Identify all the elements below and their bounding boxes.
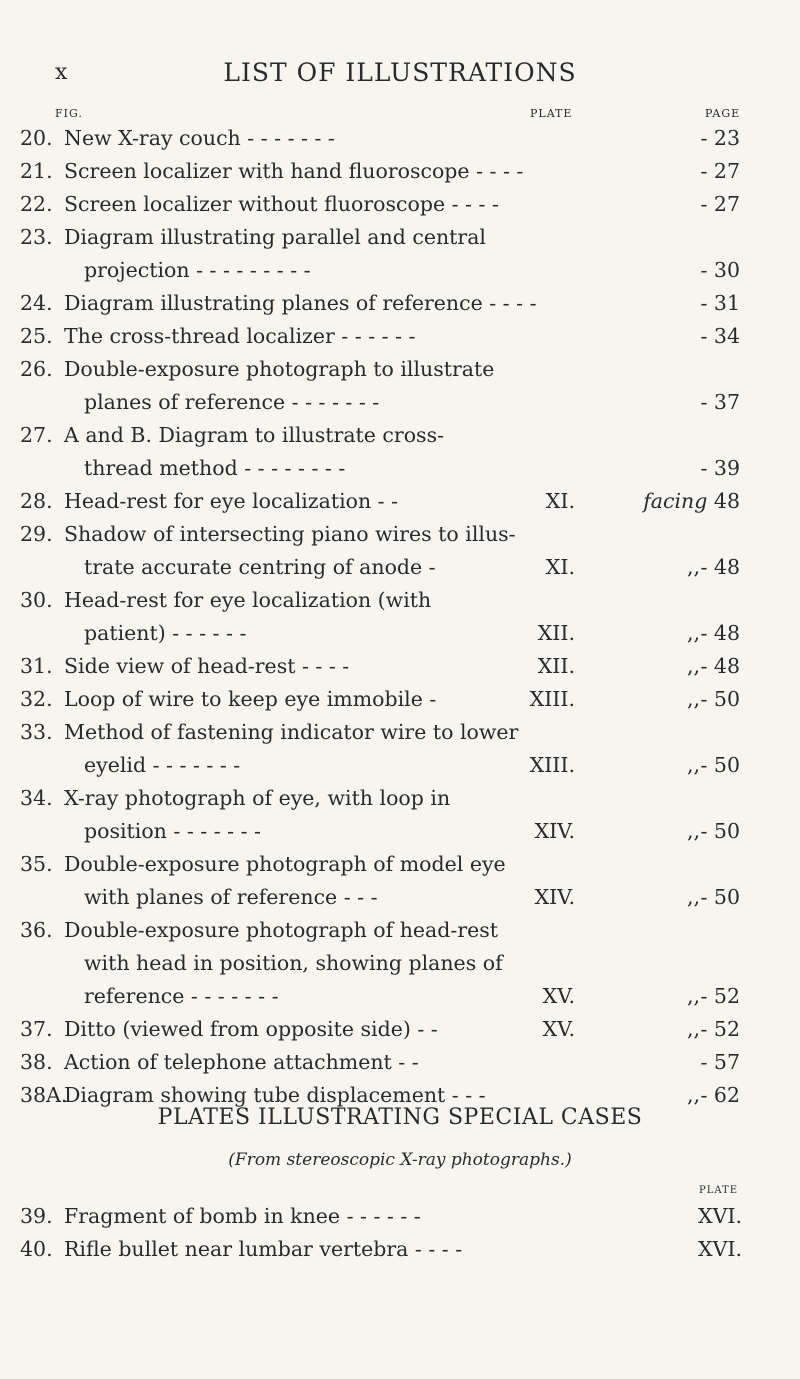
figure-caption [64, 287, 537, 320]
plate-number: XIV. [534, 819, 575, 843]
page-number: - 52 [700, 984, 740, 1008]
figure-number: 24. [20, 291, 53, 315]
caption-line: Diagram illustrating planes of reference - - - - [64, 291, 537, 315]
illustration-entry [0, 188, 800, 221]
figure-number: 36. [20, 918, 53, 942]
figure-number: 27. [20, 423, 53, 447]
column-head-fig: FIG. [55, 107, 83, 120]
caption-line: Double-exposure photograph of head-rest [64, 918, 499, 942]
page-value: 57 [713, 1050, 740, 1074]
caption-line: trate accurate centring of anode - [84, 555, 436, 579]
caption-line: Diagram showing tube displacement - - - [64, 1083, 486, 1107]
page-value: 48 [713, 555, 740, 579]
column-head-page: PAGE [705, 107, 741, 120]
caption-line: position - - - - - - - [84, 819, 261, 843]
page-value: 48 [713, 489, 740, 513]
page-number: - 48 [700, 654, 740, 678]
ditto-mark: ,, [686, 1083, 700, 1107]
caption-line: Action of telephone attachment - - [64, 1050, 419, 1074]
page-value: 48 [713, 621, 740, 645]
illustrations-list [0, 122, 800, 1112]
figure-caption [64, 716, 519, 782]
caption-line: Side view of head-rest - - - - [64, 654, 350, 678]
caption-line: with head in position, showing planes of [84, 951, 503, 975]
caption-line: Head-rest for eye localization (with [64, 588, 432, 612]
ditto-mark: ,, [686, 984, 700, 1008]
ditto-mark: ,, [686, 621, 700, 645]
figure-number: 31. [20, 654, 53, 678]
figure-caption [64, 485, 509, 518]
figure-number: 22. [20, 192, 53, 216]
page-value: 48 [713, 654, 740, 678]
special-cases-subtitle: (From stereoscopic X-ray photographs.) [228, 1150, 572, 1170]
figure-caption [64, 584, 509, 650]
caption-line: planes of reference - - - - - - - [84, 390, 380, 414]
page-header [0, 58, 800, 92]
page-value: 34 [713, 324, 740, 348]
caption-line: X-ray photograph of eye, with loop in [64, 786, 451, 810]
figure-caption [64, 848, 509, 914]
facing-label: facing [643, 489, 708, 513]
figure-caption [64, 1013, 509, 1046]
illustration-entry [0, 683, 800, 716]
caption-line: eyelid - - - - - - - [84, 753, 241, 777]
plate-number: XII. [537, 621, 575, 645]
illustration-entry [0, 848, 800, 914]
plate-number: XV. [542, 1017, 575, 1041]
page-number [643, 485, 740, 518]
figure-caption [64, 1046, 509, 1079]
plate-number: XI. [545, 489, 575, 513]
page-value: 23 [713, 126, 740, 150]
caption-line: The cross-thread localizer - - - - - - [64, 324, 416, 348]
page-number: - 37 [700, 390, 740, 414]
illustration-entry [0, 485, 800, 518]
caption-line: New X-ray couch - - - - - - - [64, 126, 335, 150]
caption-line: Head-rest for eye localization - - [64, 489, 399, 513]
page-value: 52 [713, 1017, 740, 1041]
ditto-mark: ,, [686, 819, 700, 843]
special-cases-list [0, 1200, 800, 1266]
page-number: - 39 [700, 456, 740, 480]
illustration-entry [0, 122, 800, 155]
figure-caption [64, 188, 509, 221]
page-number: - 48 [700, 621, 740, 645]
page-value: 50 [713, 885, 740, 909]
figure-caption [64, 221, 509, 287]
caption-line: Double-exposure photograph of model eye [64, 852, 506, 876]
caption-line: Screen localizer without fluoroscope - - - - [64, 192, 499, 216]
figure-caption [64, 320, 509, 353]
page-value: 62 [713, 1083, 740, 1107]
page-number: - 50 [700, 687, 740, 711]
figure-caption [64, 353, 509, 419]
figure-number: 33. [20, 720, 53, 744]
figure-caption [64, 122, 509, 155]
illustration-entry [0, 353, 800, 419]
illustration-entry [0, 221, 800, 287]
figure-number: 38. [20, 1050, 53, 1074]
page-value: 31 [713, 291, 740, 315]
illustration-entry [0, 782, 800, 848]
figure-caption [64, 914, 509, 1013]
page-number: - 57 [700, 1050, 740, 1074]
page-value: 50 [713, 753, 740, 777]
ditto-mark: ,, [686, 654, 700, 678]
page-value: 27 [713, 159, 740, 183]
figure-caption [64, 650, 509, 683]
illustration-entry [0, 518, 800, 584]
page-number: - 31 [700, 291, 740, 315]
figure-caption [64, 782, 509, 848]
ditto-mark: ,, [686, 753, 700, 777]
plate-number: XVI. [697, 1204, 742, 1228]
page-value: 50 [713, 687, 740, 711]
special-case-entry [0, 1200, 800, 1233]
page-value: 39 [713, 456, 740, 480]
illustration-entry [0, 914, 800, 1013]
caption-line: Method of fastening indicator wire to lower [64, 720, 519, 744]
special-case-entry [0, 1233, 800, 1266]
page-number: - 27 [700, 192, 740, 216]
ditto-mark: ,, [686, 687, 700, 711]
page-number: - 48 [700, 555, 740, 579]
figure-caption: Rifle bullet near lumbar vertebra - - - - [64, 1237, 463, 1261]
figure-number: 25. [20, 324, 53, 348]
figure-number: 26. [20, 357, 53, 381]
figure-number: 21. [20, 159, 53, 183]
ditto-mark: ,, [686, 885, 700, 909]
figure-number: 38A. [20, 1083, 68, 1107]
caption-line: Shadow of intersecting piano wires to illus- [64, 522, 516, 546]
illustration-entry [0, 320, 800, 353]
illustration-entry [0, 1046, 800, 1079]
caption-line: thread method - - - - - - - - [84, 456, 346, 480]
page-number: - 62 [700, 1083, 740, 1107]
caption-line: Ditto (viewed from opposite side) - - [64, 1017, 438, 1041]
figure-caption [64, 518, 516, 584]
figure-number: 23. [20, 225, 53, 249]
caption-line: Loop of wire to keep eye immobile - [64, 687, 437, 711]
page-value: 30 [713, 258, 740, 282]
caption-line: projection - - - - - - - - - [84, 258, 311, 282]
plate-number: XIV. [534, 885, 575, 909]
page-value: 52 [713, 984, 740, 1008]
plate-number: XVI. [697, 1237, 742, 1261]
ditto-mark: ,, [686, 555, 700, 579]
figure-caption: Fragment of bomb in knee - - - - - - [64, 1204, 421, 1228]
figure-number: 40. [20, 1237, 53, 1261]
page-number: - 50 [700, 885, 740, 909]
figure-number: 30. [20, 588, 53, 612]
page-number: - 52 [700, 1017, 740, 1041]
ditto-mark: ,, [686, 1017, 700, 1041]
caption-line: Double-exposure photograph to illustrate [64, 357, 495, 381]
figure-number: 39. [20, 1204, 53, 1228]
page-value: 27 [713, 192, 740, 216]
page-value: 37 [713, 390, 740, 414]
illustration-entry [0, 584, 800, 650]
page-number: - 30 [700, 258, 740, 282]
figure-number: 34. [20, 786, 53, 810]
illustration-entry [0, 650, 800, 683]
illustration-entry [0, 419, 800, 485]
figure-number: 35. [20, 852, 53, 876]
illustration-entry [0, 1013, 800, 1046]
page-number: - 50 [700, 753, 740, 777]
figure-caption [64, 683, 509, 716]
page-number: - 23 [700, 126, 740, 150]
figure-number: 37. [20, 1017, 53, 1041]
figure-caption [64, 155, 524, 188]
special-cases-title: PLATES ILLUSTRATING SPECIAL CASES [157, 1105, 643, 1130]
figure-number: 32. [20, 687, 53, 711]
plate-number: XV. [542, 984, 575, 1008]
illustration-entry [0, 155, 800, 188]
illustration-entry [0, 287, 800, 320]
caption-line: Diagram illustrating parallel and central [64, 225, 486, 249]
page-number: - 34 [700, 324, 740, 348]
page-value: 50 [713, 819, 740, 843]
running-title: LIST OF ILLUSTRATIONS [223, 58, 577, 87]
special-plate-column-head: PLATE [698, 1185, 738, 1196]
page-folio: x [55, 60, 68, 85]
plate-number: XI. [545, 555, 575, 579]
figure-number: 28. [20, 489, 53, 513]
illustration-entry [0, 716, 800, 782]
caption-line: patient) - - - - - - [84, 621, 247, 645]
figure-number: 20. [20, 126, 53, 150]
caption-line: Screen localizer with hand fluoroscope - - - - [64, 159, 524, 183]
figure-caption [64, 419, 509, 485]
plate-number: XIII. [529, 687, 575, 711]
plate-number: XII. [537, 654, 575, 678]
caption-line: A and B. Diagram to illustrate cross- [64, 423, 445, 447]
figure-number: 29. [20, 522, 53, 546]
caption-line: reference - - - - - - - [84, 984, 279, 1008]
page-number: - 27 [700, 159, 740, 183]
caption-line: with planes of reference - - - [84, 885, 378, 909]
plate-number: XIII. [529, 753, 575, 777]
column-head-plate: PLATE [530, 107, 573, 120]
page-number: - 50 [700, 819, 740, 843]
